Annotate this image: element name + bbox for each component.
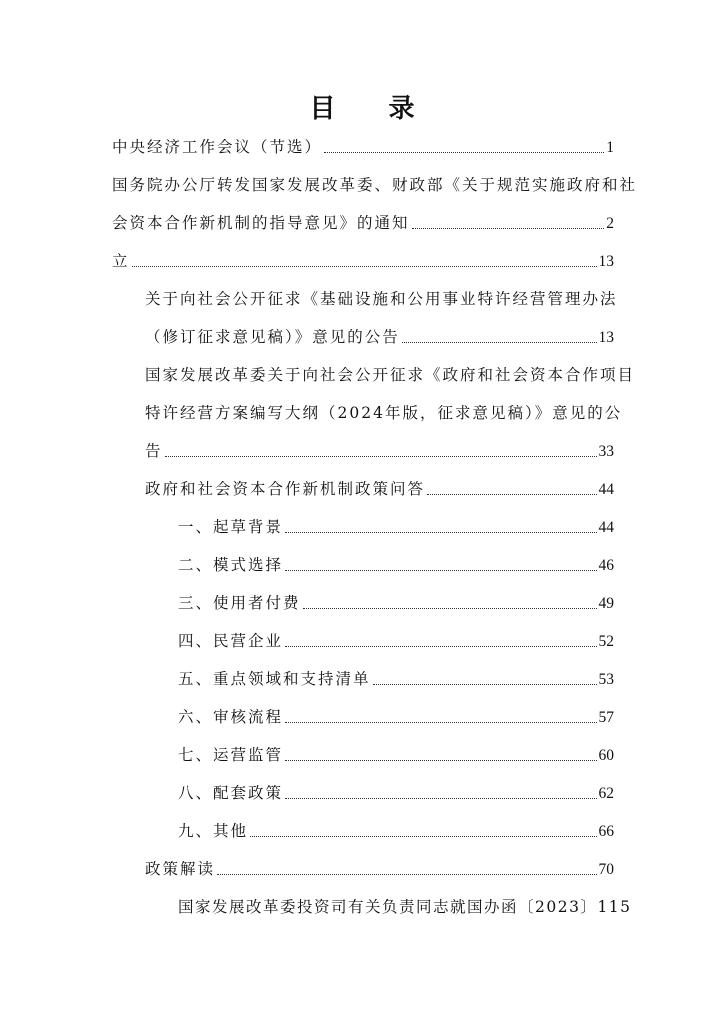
toc-entry-page: 60 <box>598 747 614 764</box>
toc-entry[interactable] <box>178 895 632 919</box>
leader-dots <box>427 494 596 495</box>
toc-entry-text: 三、使用者付费 <box>178 594 301 612</box>
toc-entry-text: 七、运营监管 <box>178 746 284 764</box>
toc-entry-text: 会资本合作新机制的指导意见》的通知 <box>112 214 410 232</box>
toc-entry-page: 46 <box>598 557 614 574</box>
leader-dots <box>324 152 604 153</box>
leader-dots <box>412 228 605 229</box>
toc-entry[interactable] <box>112 173 638 197</box>
toc-entry-text: 四、民营企业 <box>178 632 284 650</box>
toc-entry-page: 33 <box>598 443 614 460</box>
toc-entry[interactable] <box>178 781 614 805</box>
toc-entry-page: 52 <box>598 633 614 650</box>
toc-entry-text: 立 <box>112 252 130 270</box>
toc-entry[interactable] <box>145 363 636 387</box>
toc-entry-text: 八、配套政策 <box>178 784 284 802</box>
toc-title: 目 录 <box>309 94 437 124</box>
toc-entry-text: 政府和社会资本合作新机制政策问答 <box>145 480 426 498</box>
leader-dots <box>285 722 596 723</box>
toc-entry-text: 政策解读 <box>145 860 216 878</box>
toc-entry-page: 44 <box>598 481 614 498</box>
toc-entry-text: （修订征求意见稿）》意见的公告 <box>145 328 400 346</box>
toc-entry-page: 49 <box>598 595 614 612</box>
toc-entry-page: 13 <box>598 253 614 270</box>
toc-entry-page: 13 <box>598 329 614 346</box>
toc-entry[interactable] <box>145 439 614 463</box>
leader-dots <box>285 532 596 533</box>
leader-dots <box>285 646 596 647</box>
toc-entry-text: 国务院办公厅转发国家发展改革委、财政部《关于规范实施政府和社 <box>112 176 638 194</box>
toc-entry[interactable] <box>178 819 614 843</box>
toc-entry-text: 关于向社会公开征求《基础设施和公用事业特许经营管理办法 <box>145 290 618 308</box>
toc-entry-page: 53 <box>598 671 614 688</box>
toc-entry[interactable] <box>178 553 614 577</box>
toc-entry[interactable] <box>145 401 623 425</box>
toc-entry-text: 告 <box>145 442 163 460</box>
toc-entry[interactable] <box>145 287 618 311</box>
toc-entry-page: 66 <box>598 823 614 840</box>
toc-entry-text: 二、模式选择 <box>178 556 284 574</box>
toc-entry-page: 1 <box>606 139 614 156</box>
toc-entry[interactable] <box>178 743 614 767</box>
toc-entry[interactable] <box>178 667 614 691</box>
toc-entry[interactable] <box>178 705 614 729</box>
toc-entry[interactable] <box>112 135 614 159</box>
leader-dots <box>132 266 597 267</box>
leader-dots <box>373 684 597 685</box>
toc-entry-text: 国家发展改革委投资司有关负责同志就国办函〔2023〕115 <box>178 898 632 916</box>
toc-entry-text: 国家发展改革委关于向社会公开征求《政府和社会资本合作项目 <box>145 366 636 384</box>
leader-dots <box>285 570 596 571</box>
toc-entry-text: 特许经营方案编写大纲（2024年版，征求意见稿）》意见的公 <box>145 404 623 422</box>
toc-entry[interactable] <box>145 477 614 501</box>
leader-dots <box>402 342 597 343</box>
leader-dots <box>285 798 596 799</box>
leader-dots <box>303 608 597 609</box>
toc-entry-page: 70 <box>598 861 614 878</box>
toc-entry-page: 44 <box>598 519 614 536</box>
leader-dots <box>217 874 596 875</box>
toc-entry-text: 六、审核流程 <box>178 708 284 726</box>
leader-dots <box>165 456 597 457</box>
toc-entry-page: 2 <box>606 215 614 232</box>
toc-entry-text: 一、起草背景 <box>178 518 284 536</box>
toc-entry-page: 62 <box>598 785 614 802</box>
toc-entry[interactable] <box>112 249 614 273</box>
toc-entry-text: 九、其他 <box>178 822 249 840</box>
toc-entry[interactable] <box>112 211 614 235</box>
toc-entry-page: 57 <box>598 709 614 726</box>
toc-entry[interactable] <box>178 629 614 653</box>
leader-dots <box>250 836 596 837</box>
toc-entry[interactable] <box>178 515 614 539</box>
toc-entry[interactable] <box>145 325 614 349</box>
toc-entry-text: 五、重点领域和支持清单 <box>178 670 371 688</box>
toc-entry[interactable] <box>178 591 614 615</box>
toc-entry[interactable] <box>145 857 614 881</box>
toc-entry-text: 中央经济工作会议（节选） <box>112 138 323 156</box>
leader-dots <box>285 760 596 761</box>
